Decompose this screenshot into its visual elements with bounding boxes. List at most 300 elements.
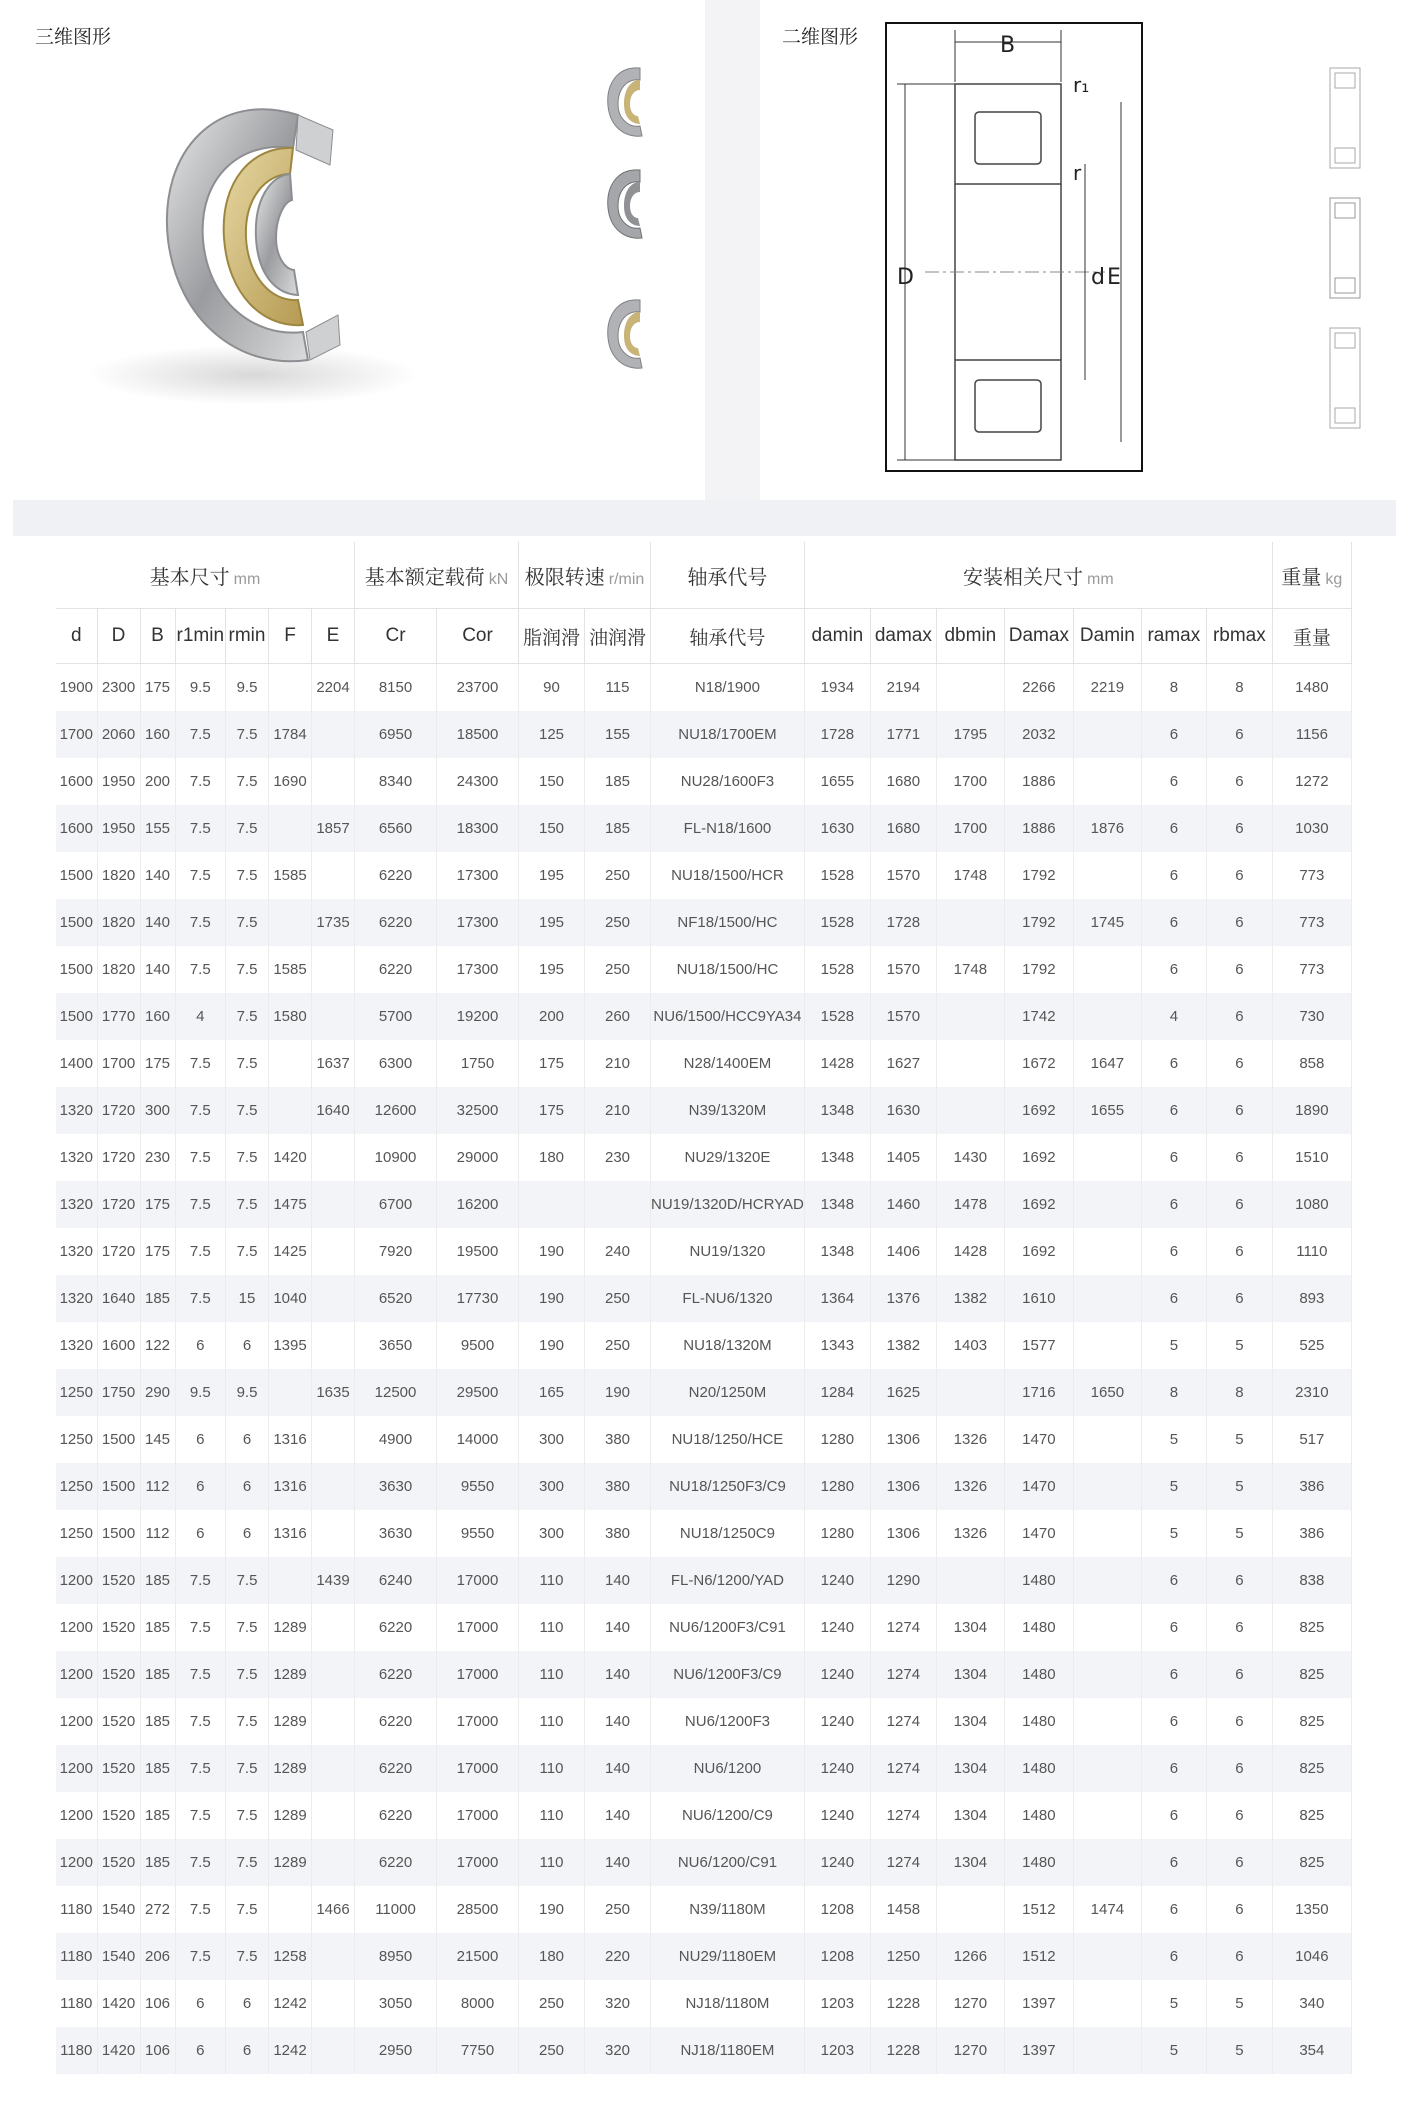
- table-cell: 1320: [56, 1322, 97, 1369]
- table-cell: 2310: [1272, 1369, 1351, 1416]
- label-E: E: [1107, 265, 1121, 290]
- separator-band: [13, 500, 1396, 536]
- table-cell: 1240: [804, 1604, 870, 1651]
- table-row[interactable]: [56, 711, 1351, 758]
- table-row[interactable]: [56, 1792, 1351, 1839]
- table-cell: 1289: [269, 1698, 312, 1745]
- table-cell: 106: [140, 2027, 175, 2074]
- table-cell: 8950: [355, 1933, 437, 1980]
- table-cell: 1397: [1004, 2027, 1073, 2074]
- table-cell: 7.5: [175, 1698, 226, 1745]
- table-cell: 6: [1206, 1134, 1272, 1181]
- table-cell: 9.5: [226, 1369, 269, 1416]
- table-cell: [1073, 1792, 1141, 1839]
- table-cell: 1528: [804, 899, 870, 946]
- table-cell: 1540: [97, 1933, 140, 1980]
- table-cell: 1540: [97, 1886, 140, 1933]
- table-cell: 825: [1272, 1792, 1351, 1839]
- table-cell: 1266: [936, 1933, 1004, 1980]
- table-row[interactable]: [56, 1557, 1351, 1604]
- table-row[interactable]: [56, 1322, 1351, 1369]
- table-cell: 6: [1206, 1792, 1272, 1839]
- table-row[interactable]: [56, 946, 1351, 993]
- table-cell: 6: [226, 2027, 269, 2074]
- table-cell: 250: [519, 1980, 585, 2027]
- table-cell: 773: [1272, 899, 1351, 946]
- table-cell: 1700: [936, 805, 1004, 852]
- table-cell: 1316: [269, 1463, 312, 1510]
- table-cell: 260: [585, 993, 651, 1040]
- table-cell: 6: [1141, 1087, 1206, 1134]
- table-row[interactable]: [56, 993, 1351, 1040]
- bearing-table-container: [56, 542, 1352, 2074]
- table-cell: 6: [1206, 1745, 1272, 1792]
- thumbnail-1[interactable]: [578, 58, 693, 148]
- table-cell: 1680: [870, 805, 936, 852]
- table-cell: 8340: [355, 758, 437, 805]
- table-cell: [1073, 1463, 1141, 1510]
- group-header-row: [56, 542, 1351, 609]
- table-cell: 1475: [269, 1181, 312, 1228]
- table-cell: 6: [1141, 899, 1206, 946]
- table-cell: 195: [519, 946, 585, 993]
- table-cell: 825: [1272, 1698, 1351, 1745]
- table-cell: NU18/1250F3/C9: [651, 1463, 805, 1510]
- table-cell: 110: [519, 1839, 585, 1886]
- column-header: damin: [804, 609, 870, 664]
- table-cell: 7750: [437, 2027, 519, 2074]
- table-cell: 1480: [1004, 1792, 1073, 1839]
- table-cell: 1700: [56, 711, 97, 758]
- thumbnail-3[interactable]: [578, 290, 693, 380]
- table-cell: 1512: [1004, 1933, 1073, 1980]
- column-header: Cor: [437, 609, 519, 664]
- table-cell: 7.5: [175, 1839, 226, 1886]
- table-cell: 140: [140, 899, 175, 946]
- table-cell: 17730: [437, 1275, 519, 1322]
- table-cell: NU6/1200F3: [651, 1698, 805, 1745]
- table-cell: 1520: [97, 1651, 140, 1698]
- column-header: damax: [870, 609, 936, 664]
- table-cell: 1270: [936, 2027, 1004, 2074]
- table-cell: 250: [585, 1322, 651, 1369]
- table-cell: 206: [140, 1933, 175, 1980]
- table-cell: [1073, 711, 1141, 758]
- table-cell: [312, 1322, 355, 1369]
- table-cell: 6: [1206, 1228, 1272, 1275]
- table-cell: 165: [519, 1369, 585, 1416]
- table-cell: [312, 1792, 355, 1839]
- table-cell: 1306: [870, 1510, 936, 1557]
- table-cell: 825: [1272, 1651, 1351, 1698]
- table-row[interactable]: [56, 1228, 1351, 1275]
- table-cell: 185: [140, 1839, 175, 1886]
- table-cell: 9500: [437, 1322, 519, 1369]
- table-cell: 1748: [936, 946, 1004, 993]
- table-cell: 7.5: [226, 1181, 269, 1228]
- table-cell: 10900: [355, 1134, 437, 1181]
- table-cell: 1250: [56, 1510, 97, 1557]
- table-cell: 6: [226, 1463, 269, 1510]
- table-cell: 1320: [56, 1087, 97, 1134]
- table-cell: 5: [1141, 1416, 1206, 1463]
- table-cell: 23700: [437, 664, 519, 712]
- table-cell: NU19/1320: [651, 1228, 805, 1275]
- table-cell: 5: [1141, 2027, 1206, 2074]
- table-cell: 7.5: [226, 1886, 269, 1933]
- table-cell: 2194: [870, 664, 936, 712]
- table-cell: 7.5: [175, 1040, 226, 1087]
- table-row[interactable]: [56, 899, 1351, 946]
- label-r: r: [1073, 161, 1082, 185]
- table-cell: 1180: [56, 2027, 97, 2074]
- table-cell: 6: [1141, 1839, 1206, 1886]
- table-cell: 1480: [1272, 664, 1351, 712]
- table-cell: 1274: [870, 1651, 936, 1698]
- table-row[interactable]: [56, 1181, 1351, 1228]
- table-cell: 1290: [870, 1557, 936, 1604]
- table-cell: 110: [519, 1557, 585, 1604]
- table-cell: 200: [519, 993, 585, 1040]
- table-cell: 6220: [355, 852, 437, 899]
- table-row[interactable]: [56, 1369, 1351, 1416]
- table-cell: 1470: [1004, 1510, 1073, 1557]
- table-cell: 32500: [437, 1087, 519, 1134]
- table-cell: 1326: [936, 1510, 1004, 1557]
- group-bearing-code: 轴承代号: [651, 542, 805, 609]
- table-cell: 2950: [355, 2027, 437, 2074]
- table-cell: 1500: [56, 899, 97, 946]
- table-cell: 17000: [437, 1604, 519, 1651]
- table-cell: 6: [1206, 1886, 1272, 1933]
- table-row[interactable]: [56, 1416, 1351, 1463]
- table-row[interactable]: [56, 1134, 1351, 1181]
- table-cell: 380: [585, 1463, 651, 1510]
- table-row[interactable]: [56, 1040, 1351, 1087]
- table-cell: 1600: [56, 758, 97, 805]
- table-cell: 1274: [870, 1792, 936, 1839]
- table-cell: 1512: [1004, 1886, 1073, 1933]
- table-cell: 1480: [1004, 1557, 1073, 1604]
- column-header: r1min: [175, 609, 226, 664]
- table-cell: 6: [1141, 1933, 1206, 1980]
- table-cell: 893: [1272, 1275, 1351, 1322]
- table-cell: 7.5: [175, 758, 226, 805]
- column-header: F: [269, 609, 312, 664]
- table-cell: 2266: [1004, 664, 1073, 712]
- group-weight: 重量 kg: [1272, 542, 1351, 609]
- table-cell: 190: [519, 1322, 585, 1369]
- table-cell: 8: [1141, 664, 1206, 712]
- table-cell: 1716: [1004, 1369, 1073, 1416]
- table-cell: 5: [1141, 1510, 1206, 1557]
- table-cell: 1228: [870, 1980, 936, 2027]
- table-cell: NU19/1320D/HCRYAD: [651, 1181, 805, 1228]
- table-cell: 1876: [1073, 805, 1141, 852]
- table-cell: 1284: [804, 1369, 870, 1416]
- table-cell: 517: [1272, 1416, 1351, 1463]
- thumbnail-2[interactable]: [578, 160, 693, 250]
- table-row[interactable]: [56, 1839, 1351, 1886]
- table-cell: 1570: [870, 993, 936, 1040]
- column-header: E: [312, 609, 355, 664]
- table-row[interactable]: [56, 664, 1351, 712]
- table-cell: 1320: [56, 1134, 97, 1181]
- column-header: 重量: [1272, 609, 1351, 664]
- table-cell: 1500: [56, 852, 97, 899]
- table-cell: 1242: [269, 1980, 312, 2027]
- table-cell: [936, 1886, 1004, 1933]
- table-cell: 1208: [804, 1933, 870, 1980]
- table-cell: 9550: [437, 1510, 519, 1557]
- table-cell: 1200: [56, 1839, 97, 1886]
- table-cell: 6: [175, 1416, 226, 1463]
- table-cell: N18/1900: [651, 664, 805, 712]
- table-cell: 6220: [355, 1745, 437, 1792]
- table-cell: 1289: [269, 1604, 312, 1651]
- table-cell: 1792: [1004, 899, 1073, 946]
- table-cell: 110: [519, 1745, 585, 1792]
- table-row[interactable]: [56, 1275, 1351, 1322]
- table-cell: 9.5: [175, 1369, 226, 1416]
- table-cell: 17000: [437, 1745, 519, 1792]
- table-cell: 6220: [355, 1651, 437, 1698]
- table-row[interactable]: [56, 758, 1351, 805]
- table-cell: 1635: [312, 1369, 355, 1416]
- table-row[interactable]: [56, 1745, 1351, 1792]
- table-cell: 122: [140, 1322, 175, 1369]
- table-cell: [269, 1087, 312, 1134]
- table-cell: 106: [140, 1980, 175, 2027]
- table-cell: 1470: [1004, 1416, 1073, 1463]
- table-cell: 1460: [870, 1181, 936, 1228]
- table-cell: 185: [140, 1792, 175, 1839]
- table-cell: 1478: [936, 1181, 1004, 1228]
- table-cell: 6: [1206, 1839, 1272, 1886]
- table-cell: 1080: [1272, 1181, 1351, 1228]
- table-cell: [1073, 1698, 1141, 1745]
- table-row[interactable]: [56, 1510, 1351, 1557]
- table-cell: 6: [1206, 1698, 1272, 1745]
- table-cell: [1073, 2027, 1141, 2074]
- table-cell: 29500: [437, 1369, 519, 1416]
- table-cell: 19500: [437, 1228, 519, 1275]
- table-cell: [312, 1463, 355, 1510]
- table-cell: [1073, 1651, 1141, 1698]
- table-cell: FL-N18/1600: [651, 805, 805, 852]
- table-cell: 7.5: [175, 1181, 226, 1228]
- table-cell: 1400: [56, 1040, 97, 1087]
- table-cell: 1428: [804, 1040, 870, 1087]
- table-cell: 24300: [437, 758, 519, 805]
- drawing-thumbnail-3[interactable]: [1310, 318, 1385, 438]
- table-cell: 1520: [97, 1604, 140, 1651]
- table-cell: 5: [1206, 1416, 1272, 1463]
- table-cell: 17300: [437, 899, 519, 946]
- table-row[interactable]: [56, 1980, 1351, 2027]
- table-cell: 1500: [97, 1416, 140, 1463]
- table-cell: NJ18/1180EM: [651, 2027, 805, 2074]
- drawing-thumbnail-2[interactable]: [1310, 188, 1385, 308]
- table-cell: [1073, 946, 1141, 993]
- table-cell: 1203: [804, 1980, 870, 2027]
- column-header: rbmax: [1206, 609, 1272, 664]
- table-cell: 185: [140, 1557, 175, 1604]
- table-cell: 7.5: [175, 1933, 226, 1980]
- table-cell: 1420: [269, 1134, 312, 1181]
- drawing-thumbnail-1[interactable]: [1310, 58, 1385, 178]
- label-d: d: [1091, 265, 1105, 290]
- table-cell: 1326: [936, 1416, 1004, 1463]
- table-cell: 1650: [1073, 1369, 1141, 1416]
- table-row[interactable]: [56, 1698, 1351, 1745]
- table-cell: 1577: [1004, 1322, 1073, 1369]
- table-cell: [312, 1604, 355, 1651]
- table-cell: 1630: [870, 1087, 936, 1134]
- table-cell: 250: [585, 946, 651, 993]
- table-cell: 1280: [804, 1510, 870, 1557]
- table-cell: 7.5: [175, 711, 226, 758]
- table-cell: 1630: [804, 805, 870, 852]
- table-cell: 140: [140, 852, 175, 899]
- table-cell: 3050: [355, 1980, 437, 2027]
- table-cell: 7.5: [175, 1651, 226, 1698]
- table-row[interactable]: [56, 1463, 1351, 1510]
- table-cell: 6: [175, 1463, 226, 1510]
- table-row[interactable]: [56, 1886, 1351, 1933]
- table-cell: 220: [585, 1933, 651, 1980]
- table-cell: NU6/1200F3/C91: [651, 1604, 805, 1651]
- table-cell: 112: [140, 1510, 175, 1557]
- table-cell: [312, 1134, 355, 1181]
- table-cell: [1073, 1275, 1141, 1322]
- table-cell: 1585: [269, 946, 312, 993]
- table-cell: 18300: [437, 805, 519, 852]
- column-header: 轴承代号: [651, 609, 805, 664]
- label-B: B: [1000, 33, 1016, 58]
- table-cell: 5: [1206, 1510, 1272, 1557]
- table-row[interactable]: [56, 2027, 1351, 2074]
- table-cell: 1240: [804, 1698, 870, 1745]
- table-cell: 1745: [1073, 899, 1141, 946]
- table-cell: 272: [140, 1886, 175, 1933]
- table-cell: 1700: [97, 1040, 140, 1087]
- table-cell: [1073, 1181, 1141, 1228]
- table-cell: [936, 664, 1004, 712]
- table-cell: [1073, 1510, 1141, 1557]
- table-cell: 1240: [804, 1745, 870, 1792]
- table-cell: 1304: [936, 1604, 1004, 1651]
- table-cell: 7.5: [175, 1886, 226, 1933]
- table-cell: 175: [519, 1087, 585, 1134]
- table-cell: 6: [1206, 1651, 1272, 1698]
- table-cell: [312, 1698, 355, 1745]
- table-cell: [312, 1181, 355, 1228]
- column-header: 脂润滑: [519, 609, 585, 664]
- table-cell: 7920: [355, 1228, 437, 1275]
- table-cell: 210: [585, 1087, 651, 1134]
- table-cell: 6300: [355, 1040, 437, 1087]
- table-cell: 250: [519, 2027, 585, 2074]
- column-header: Damax: [1004, 609, 1073, 664]
- table-cell: 1270: [936, 1980, 1004, 2027]
- table-cell: 320: [585, 2027, 651, 2074]
- column-header: Damin: [1073, 609, 1141, 664]
- table-cell: 16200: [437, 1181, 519, 1228]
- table-cell: 1304: [936, 1745, 1004, 1792]
- table-cell: 1316: [269, 1416, 312, 1463]
- table-cell: 1242: [269, 2027, 312, 2074]
- bearing-2d-drawing: [885, 22, 1143, 472]
- table-cell: 1040: [269, 1275, 312, 1322]
- table-row[interactable]: [56, 1933, 1351, 1980]
- table-cell: 380: [585, 1510, 651, 1557]
- table-cell: 6520: [355, 1275, 437, 1322]
- table-cell: 175: [140, 1228, 175, 1275]
- table-cell: 1770: [97, 993, 140, 1040]
- table-cell: 1857: [312, 805, 355, 852]
- table-cell: 1316: [269, 1510, 312, 1557]
- table-cell: 1240: [804, 1839, 870, 1886]
- table-cell: NU18/1320M: [651, 1322, 805, 1369]
- table-row[interactable]: [56, 852, 1351, 899]
- table-cell: 140: [585, 1792, 651, 1839]
- table-cell: 21500: [437, 1933, 519, 1980]
- table-row[interactable]: [56, 1651, 1351, 1698]
- table-row[interactable]: [56, 805, 1351, 852]
- table-cell: 1289: [269, 1792, 312, 1839]
- panel-2d: [760, 0, 1396, 500]
- table-cell: 250: [585, 852, 651, 899]
- table-cell: 5: [1141, 1980, 1206, 2027]
- table-cell: 2300: [97, 664, 140, 712]
- table-cell: 6: [1141, 1040, 1206, 1087]
- table-cell: 1406: [870, 1228, 936, 1275]
- table-cell: 185: [140, 1651, 175, 1698]
- table-cell: NU6/1500/HCC9YA34: [651, 993, 805, 1040]
- table-cell: 3650: [355, 1322, 437, 1369]
- table-cell: 1403: [936, 1322, 1004, 1369]
- table-cell: [1073, 1134, 1141, 1181]
- table-cell: 7.5: [226, 1134, 269, 1181]
- table-row[interactable]: [56, 1604, 1351, 1651]
- column-header: ramax: [1141, 609, 1206, 664]
- table-cell: 1640: [312, 1087, 355, 1134]
- table-cell: 6: [1141, 1792, 1206, 1839]
- table-cell: 340: [1272, 1980, 1351, 2027]
- table-cell: 290: [140, 1369, 175, 1416]
- table-cell: [1073, 1322, 1141, 1369]
- table-cell: 1600: [97, 1322, 140, 1369]
- table-row[interactable]: [56, 1087, 1351, 1134]
- table-cell: 1458: [870, 1886, 936, 1933]
- table-cell: 6: [1141, 946, 1206, 993]
- table-cell: 6: [1206, 1604, 1272, 1651]
- label-D: D: [897, 265, 914, 290]
- table-cell: 17000: [437, 1651, 519, 1698]
- table-cell: 1750: [97, 1369, 140, 1416]
- table-cell: 125: [519, 711, 585, 758]
- panel-3d: [13, 0, 705, 500]
- table-cell: 1320: [56, 1181, 97, 1228]
- table-cell: 1274: [870, 1698, 936, 1745]
- table-cell: 6: [1141, 852, 1206, 899]
- table-cell: [936, 1040, 1004, 1087]
- table-cell: 1520: [97, 1839, 140, 1886]
- table-cell: 1425: [269, 1228, 312, 1275]
- bearing-spec-table: [56, 542, 1352, 2074]
- table-cell: 6: [1206, 711, 1272, 758]
